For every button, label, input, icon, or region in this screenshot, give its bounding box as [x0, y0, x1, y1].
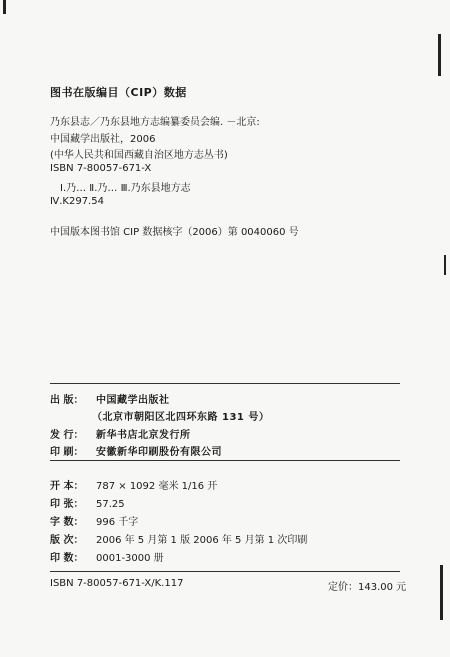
- cip-line-classification: Ⅰ.乃… Ⅱ.乃… Ⅲ.乃东县地方志: [60, 183, 191, 194]
- publisher-address: [92, 408, 269, 423]
- cip-line-publisher: 中国藏学出版社，2006: [50, 134, 156, 145]
- printer-label: 印 刷：: [50, 447, 84, 458]
- cip-line-title: 乃东县志／乃东县地方志编纂委员会编. －北京:: [50, 117, 260, 128]
- printer-row: [50, 443, 222, 458]
- spec-row-print-run: [50, 549, 164, 564]
- cip-core-line: 中国版本图书馆 CIP 数据核字（2006）第 0040060 号: [50, 227, 299, 238]
- spec-label: 版 次：: [50, 535, 84, 546]
- spec-label: 开 本：: [50, 481, 84, 492]
- distributor-row: [50, 426, 191, 441]
- publisher-row: [50, 391, 170, 406]
- spec-value: 57.25: [96, 499, 125, 510]
- spec-row-sheets: [50, 495, 125, 510]
- cip-line-call-number: Ⅳ.K297.54: [50, 196, 104, 207]
- distributor-label: 发 行：: [50, 430, 84, 441]
- publisher-value: 中国藏学出版社: [96, 395, 170, 406]
- publisher-address-value: （北京市朝阳区北四环东路 131 号）: [92, 412, 270, 423]
- spec-label: 印 张：: [50, 499, 84, 510]
- divider-bottom: [50, 571, 400, 572]
- footer-isbn: ISBN 7-80057-671-X/K.117: [50, 578, 184, 589]
- spec-label: 字 数：: [50, 517, 84, 528]
- spec-value: 787 × 1092 毫米 1/16 开: [96, 481, 218, 492]
- scan-edge-mark-right-top: [438, 34, 441, 76]
- spec-row-format: [50, 477, 217, 492]
- cip-line-isbn: ISBN 7-80057-671-X: [50, 163, 152, 174]
- cip-line-series: (中华人民共和国西藏自治区地方志丛书): [50, 150, 228, 161]
- divider-middle: [50, 460, 400, 461]
- footer-price: 定价：143.00 元: [328, 582, 407, 593]
- spec-row-edition: [50, 531, 307, 546]
- publisher-label: 出 版：: [50, 395, 84, 406]
- spec-value: 0001-3000 册: [96, 553, 164, 564]
- scan-edge-mark-right-mid: [444, 255, 446, 275]
- spec-row-word-count: [50, 513, 138, 528]
- spec-value: 996 千字: [96, 517, 139, 528]
- spec-label: 印 数：: [50, 553, 84, 564]
- distributor-value: 新华书店北京发行所: [96, 430, 191, 441]
- scan-edge-mark-left: [3, 0, 6, 14]
- spec-value: 2006 年 5 月第 1 版 2006 年 5 月第 1 次印刷: [96, 535, 308, 546]
- cip-heading: 图书在版编目（CIP）数据: [50, 86, 187, 99]
- printer-value: 安徽新华印刷股份有限公司: [96, 447, 222, 458]
- scan-edge-mark-right-low: [440, 565, 443, 620]
- divider-top: [50, 383, 400, 384]
